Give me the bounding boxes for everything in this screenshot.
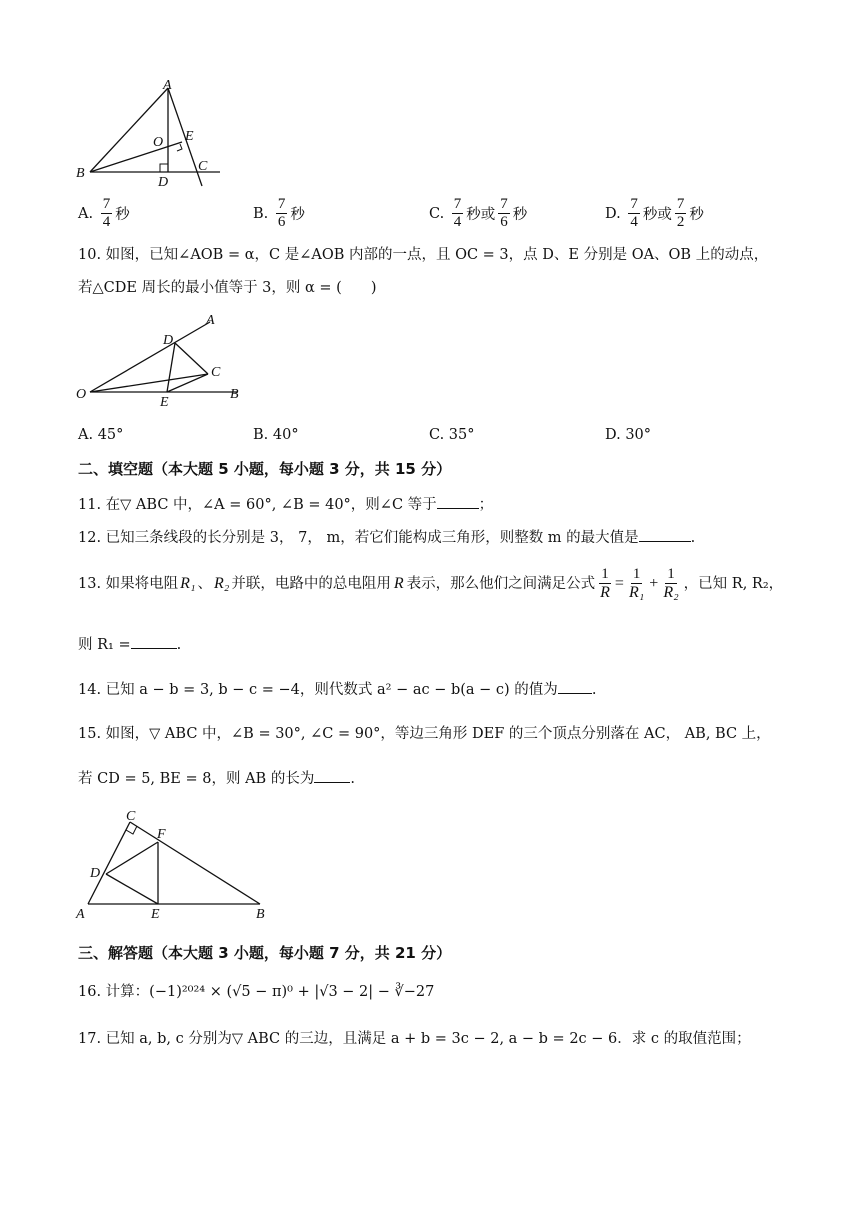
fraction: $\frac{1}{\text{R₂}}$	[663, 566, 679, 601]
q15-end: .	[350, 771, 355, 787]
q13-line2	[78, 634, 181, 655]
q15-label-e: E	[151, 907, 160, 922]
fraction: $\frac{7}{6}$	[277, 196, 286, 230]
q15-label-a: A	[76, 907, 85, 922]
q11-end: ；	[478, 497, 494, 513]
q14-text: 14. 已知 a − b = 3, b − c = −4，则代数式 a² − ac − b(a − c) 的值为	[78, 682, 558, 698]
q9-option-c	[429, 196, 527, 231]
q15-label-b: B	[256, 907, 265, 922]
q10-line1: 10. 如图，已知∠AOB = α，C 是∠AOB 内部的一点，且 OC = 3，点 D、E 分别是 OA、OB 上的动点，	[78, 247, 769, 263]
q11-text: 11. 在▽ ABC 中，∠A = 60°, ∠B = 40°，则∠C 等于	[78, 497, 437, 513]
q10-option-b: B. 40°	[253, 427, 299, 443]
option-mid: 秒或	[466, 207, 496, 223]
q15-label-c: C	[126, 809, 136, 824]
option-suffix: 秒	[115, 207, 130, 223]
option-letter: C.	[429, 205, 445, 222]
q9-label-c: C	[198, 159, 208, 174]
fraction: $\frac{1}{\text{R₁}}$	[628, 566, 645, 601]
q10-option-d: D. 30°	[605, 427, 652, 443]
option-suffix: 秒	[689, 207, 704, 223]
q13-text-a: 13. 如果将电阻	[78, 575, 179, 592]
option-suffix: 秒	[512, 207, 528, 223]
q13-r: R	[393, 574, 404, 592]
q14	[78, 679, 596, 700]
plus-sign: +	[649, 574, 659, 592]
q11	[78, 494, 493, 515]
section-2-title: 二、填空题（本大题 5 小题，每小题 3 分，共 15 分）	[78, 460, 452, 478]
q13-text-d: ，已知 R, R₂，	[683, 575, 784, 592]
q9-label-a: A	[163, 78, 172, 93]
q10-figure	[72, 308, 252, 410]
fraction: $\frac{7}{6}$	[500, 196, 508, 230]
q15-label-d: D	[90, 866, 101, 881]
q10-option-c: C. 35°	[429, 427, 475, 443]
q14-end: .	[591, 682, 597, 698]
q13-r2: R₂	[214, 574, 230, 592]
option-suffix: 秒	[290, 207, 305, 223]
q9-option-a	[78, 196, 130, 231]
q10-label-b: B	[230, 387, 239, 402]
q10-label-e: E	[160, 395, 169, 410]
q15-line1: 15. 如图，▽ ABC 中，∠B = 30°, ∠C = 90°，等边三角形 DEF 的三个顶点分别落在 AC， AB, BC 上，	[78, 726, 771, 742]
q10-label-a: A	[206, 313, 215, 328]
fraction: $\frac{1}{R}$	[600, 566, 610, 601]
fraction: $\frac{7}{4}$	[453, 196, 462, 230]
q13-text-b: 并联，电路中的总电阻用	[231, 575, 391, 592]
section-3-title: 三、解答题（本大题 3 小题，每小题 7 分，共 21 分）	[78, 944, 452, 962]
equals-sign: =	[614, 574, 624, 592]
q10-label-c: C	[211, 365, 221, 380]
q12	[78, 527, 695, 548]
q16: 16. 计算：(−1)²⁰²⁴ × (√5 − π)⁰ + |√3 − 2| − ∛−27	[78, 984, 435, 1000]
answer-blank[interactable]	[314, 768, 350, 783]
q12-text: 12. 已知三条线段的长分别是 3， 7， m，若它们能构成三角形，则整数 m 的最大值是	[78, 530, 639, 546]
fraction: $\frac{7}{2}$	[676, 196, 685, 230]
q13-text-c: 表示，那么他们之间满足公式	[406, 575, 596, 592]
answer-blank[interactable]	[639, 527, 691, 542]
fraction: $\frac{7}{4}$	[102, 196, 111, 230]
q10-label-d: D	[163, 333, 174, 348]
q13-line2-text: 则 R₁ =	[78, 637, 131, 653]
q9-label-o: O	[153, 135, 164, 150]
q13-r1: R₁	[180, 574, 196, 592]
q9-option-b	[253, 196, 305, 231]
answer-blank[interactable]	[131, 634, 177, 649]
q17: 17. 已知 a, b, c 分别为▽ ABC 的三边，且满足 a + b = 3c − 2, a − b = 2c − 6．求 c 的取值范围；	[78, 1031, 751, 1047]
q15-figure	[74, 806, 274, 926]
answer-blank[interactable]	[437, 494, 479, 509]
option-letter: D.	[605, 205, 621, 222]
q15-label-f: F	[157, 827, 166, 842]
q15-text: 若 CD = 5, BE = 8，则 AB 的长为	[78, 771, 315, 787]
q10-line2: 若△CDE 周长的最小值等于 3，则 α = ( )	[78, 280, 377, 296]
q13-end: .	[176, 637, 182, 653]
q10-label-o: O	[76, 387, 87, 402]
fraction: $\frac{7}{4}$	[630, 196, 638, 230]
q9-label-e: E	[185, 129, 194, 144]
q13-sep: 、	[197, 575, 213, 592]
option-letter: B.	[253, 205, 269, 222]
q9-label-b: B	[76, 166, 85, 181]
answer-blank[interactable]	[558, 679, 592, 694]
q9-option-d	[605, 196, 704, 231]
q9-label-d: D	[158, 175, 169, 190]
q9-figure	[70, 78, 230, 190]
q13-line1	[78, 566, 783, 601]
q15-line2	[78, 768, 355, 789]
q12-end: .	[690, 530, 696, 546]
option-letter: A.	[78, 205, 94, 222]
option-mid: 秒或	[642, 207, 672, 223]
q10-option-a: A. 45°	[78, 427, 124, 443]
